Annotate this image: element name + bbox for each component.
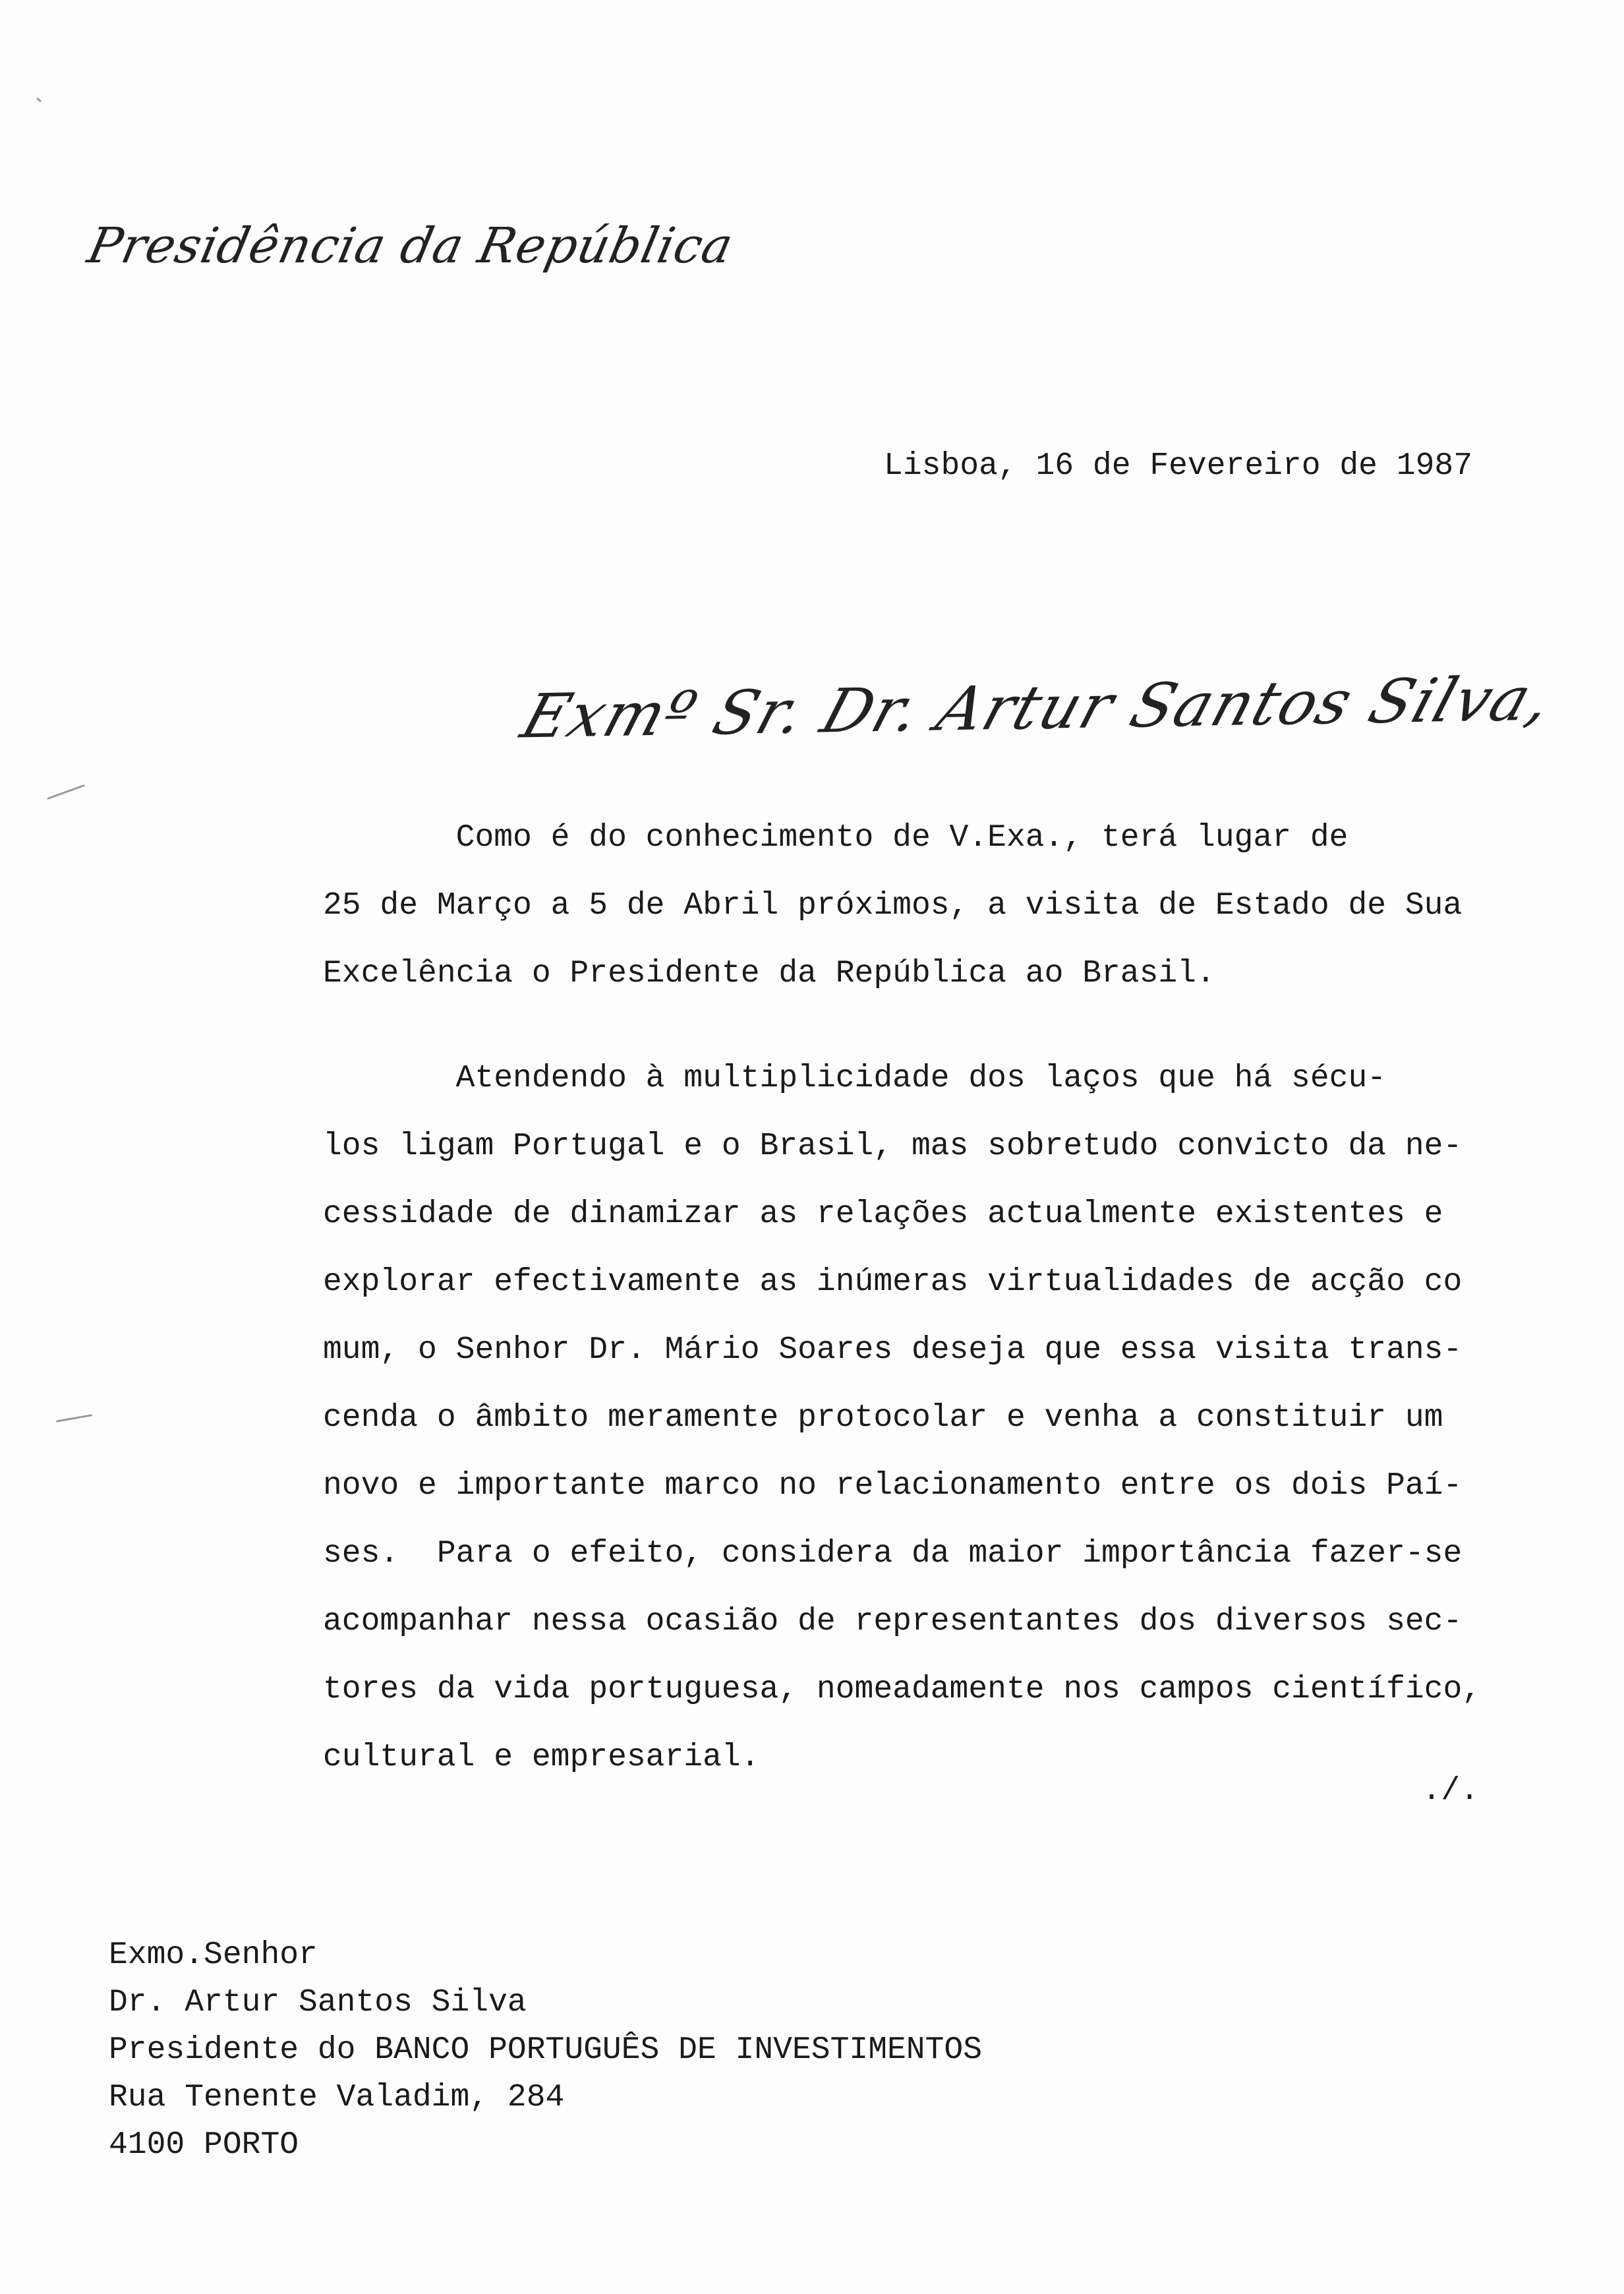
paragraph-2-line: cultural e empresarial. <box>323 1740 760 1775</box>
paragraph-2-line: mum, o Senhor Dr. Mário Soares deseja que essa visita trans- <box>323 1332 1463 1368</box>
paragraph-2-line: novo e importante marco no relacionamento entre os dois Paí- <box>323 1468 1463 1504</box>
address-line: Exmo.Senhor <box>109 1937 318 1973</box>
paragraph-1 <box>323 804 1509 1008</box>
paragraph-2-line: acompanhar nessa ocasião de representantes dos diversos sec- <box>323 1604 1463 1639</box>
paragraph-1-line: 25 de Março a 5 de Abril próximos, a visita de Estado de Sua <box>323 888 1463 924</box>
recipient-address <box>109 1931 982 2169</box>
scan-mark <box>36 98 42 102</box>
paragraph-2-line: los ligam Portugal e o Brasil, mas sobretudo convicto da ne- <box>323 1129 1463 1164</box>
paragraph-2-line: Atendendo à multiplicidade dos laços que há sécu- <box>323 1061 1387 1096</box>
handwritten-salutation: Exmº Sr. Dr. Artur Santos Silva, <box>513 663 1561 752</box>
address-line: Rua Tenente Valadim, 284 <box>109 2080 565 2115</box>
address-line: Presidente do BANCO PORTUGUÊS DE INVESTIMENTOS <box>109 2032 983 2068</box>
paragraph-2-line: ses. Para o efeito, considera da maior importância fazer-se <box>323 1536 1463 1572</box>
paragraph-2-line: explorar efectivamente as inúmeras virtualidades de acção co <box>323 1264 1463 1300</box>
paragraph-2-line: cessidade de dinamizar as relações actualmente existentes e <box>323 1196 1443 1232</box>
paragraph-2 <box>323 1045 1509 1792</box>
scan-mark <box>56 1414 92 1423</box>
paragraph-2-line: cenda o âmbito meramente protocolar e venha a constituir um <box>323 1400 1443 1436</box>
address-line: Dr. Artur Santos Silva <box>109 1985 527 2020</box>
scan-mark <box>47 784 84 800</box>
continuation-mark: ./. <box>1422 1773 1479 1809</box>
dateline: Lisboa, 16 de Fevereiro de 1987 <box>884 448 1472 484</box>
paragraph-1-line: Excelência o Presidente da República ao Brasil. <box>323 956 1215 991</box>
address-line: 4100 PORTO <box>109 2127 299 2163</box>
letterhead: Presidência da República <box>82 218 739 274</box>
paragraph-1-line: Como é do conhecimento de V.Exa., terá lugar de <box>323 820 1348 856</box>
paragraph-2-line: tores da vida portuguesa, nomeadamente nos campos científico, <box>323 1672 1482 1707</box>
